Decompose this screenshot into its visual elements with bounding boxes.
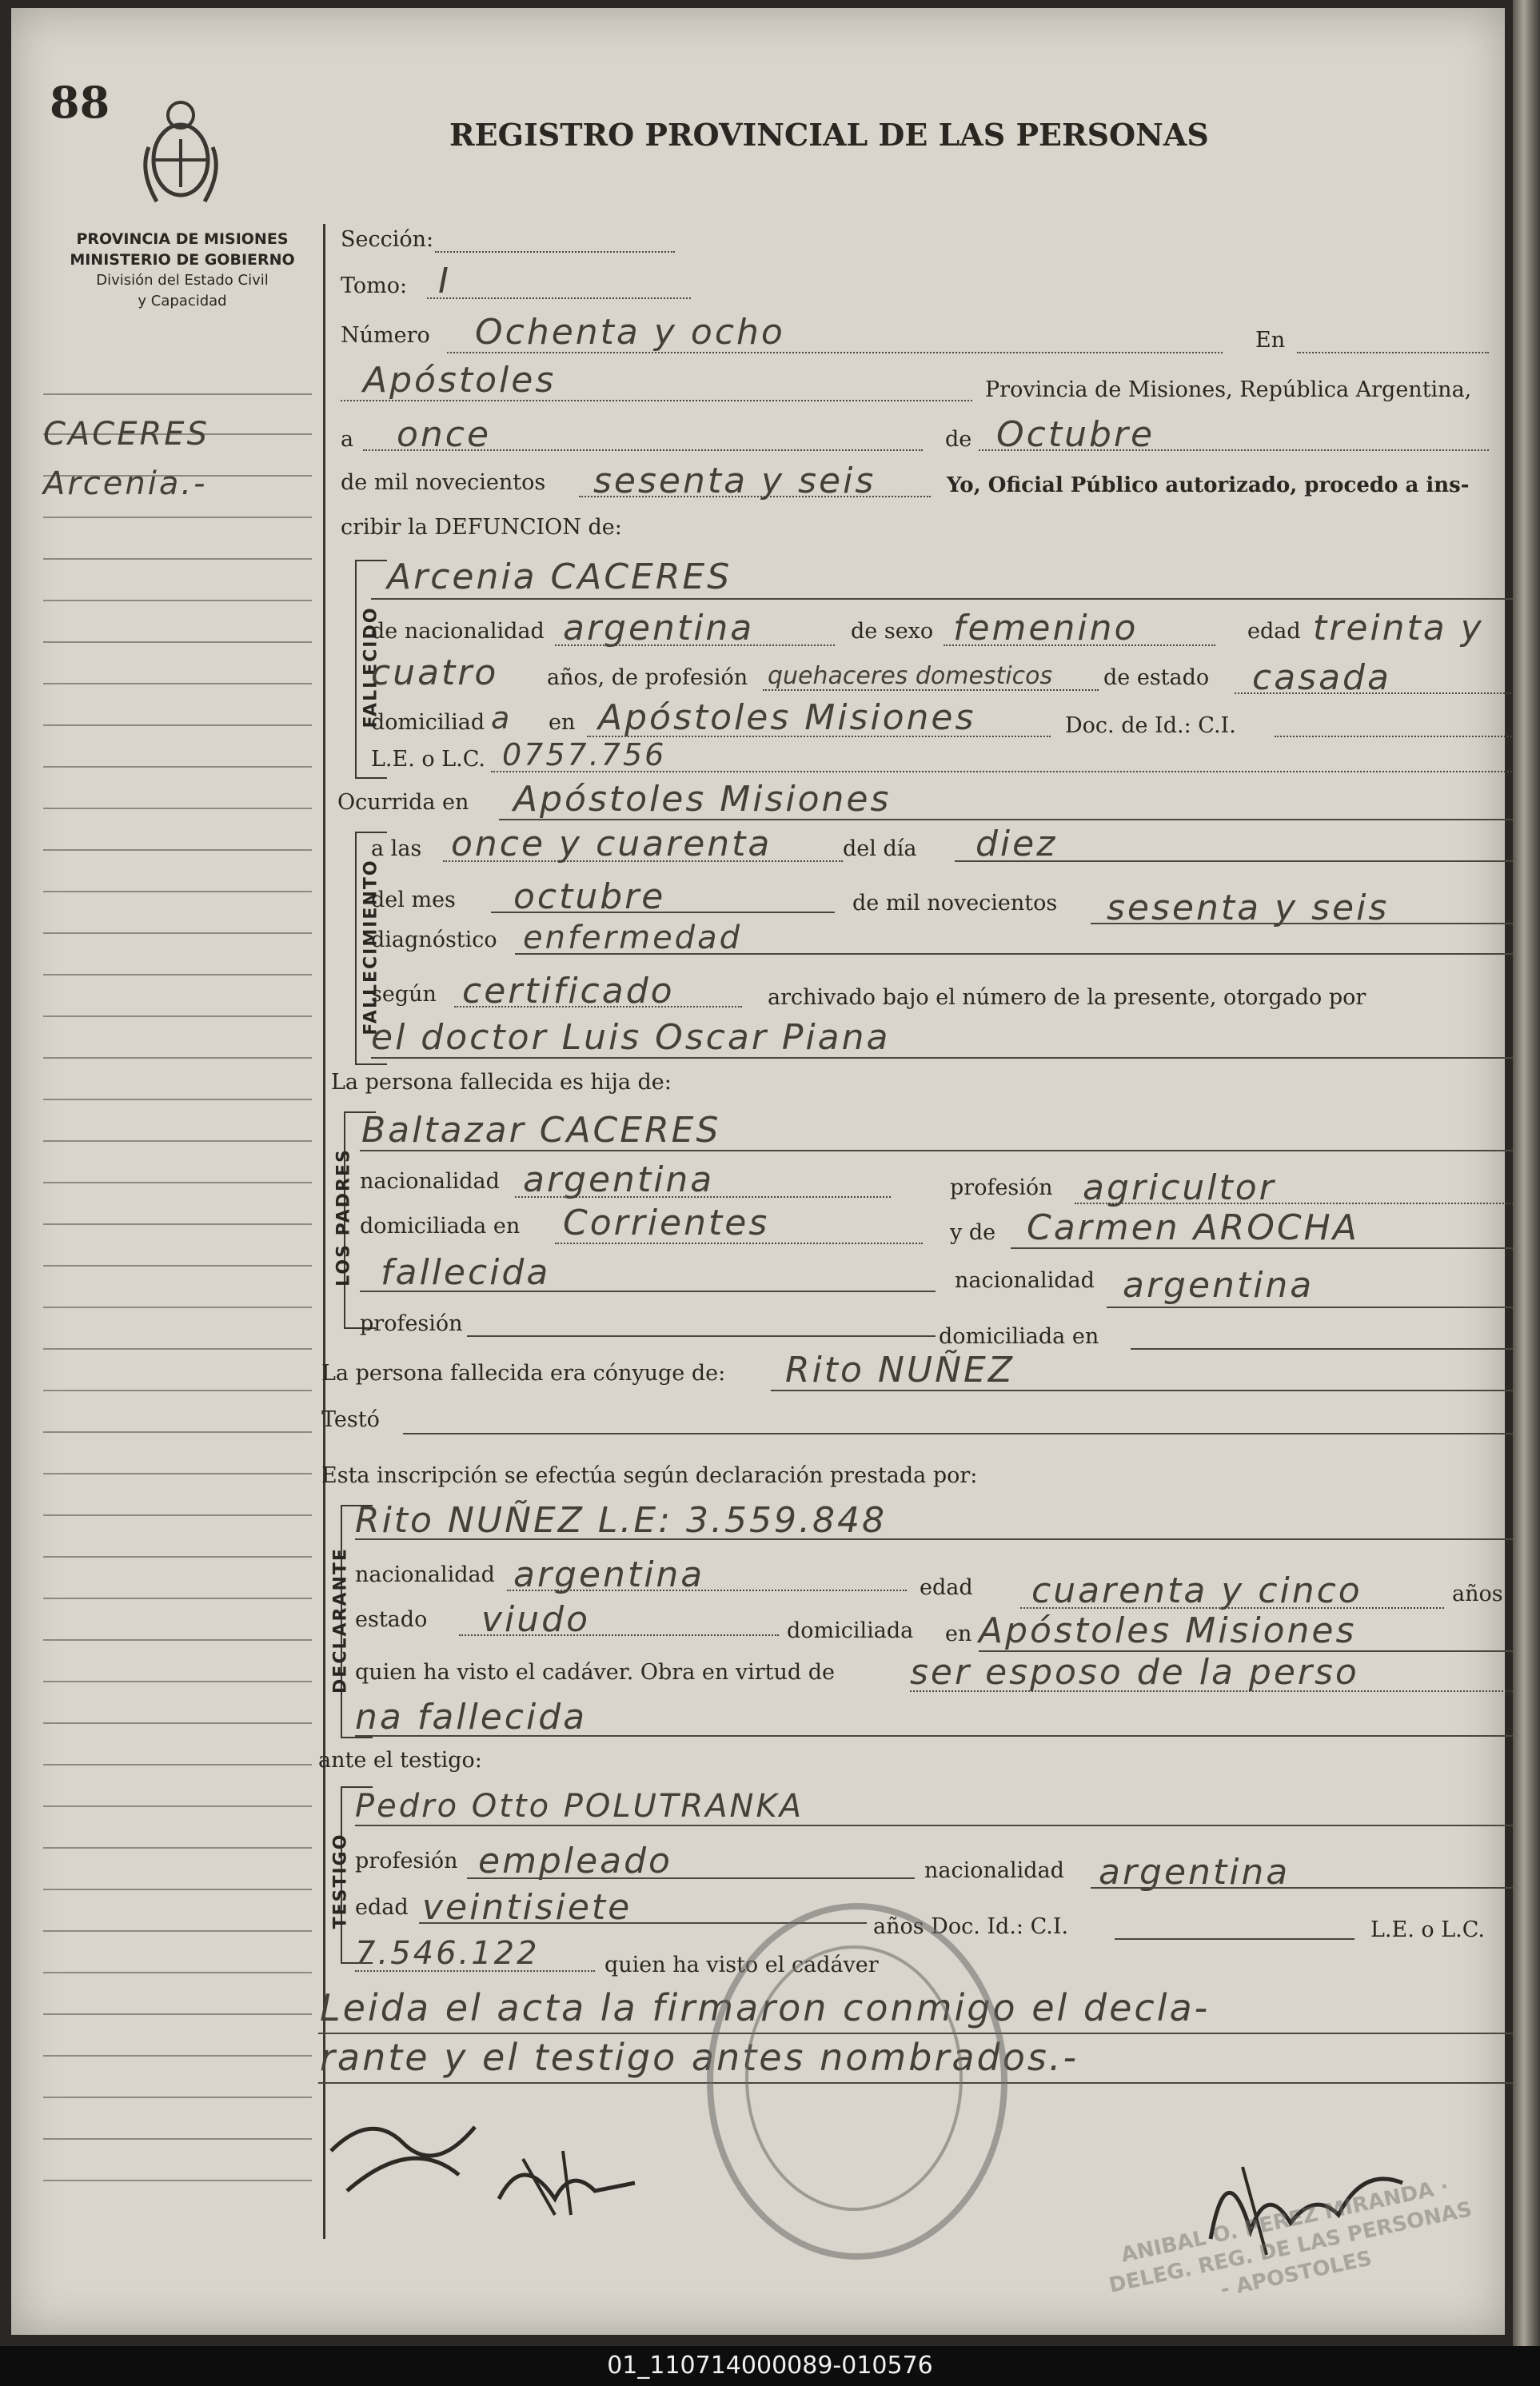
seccion-label: Sección: (341, 227, 434, 252)
fallecimiento-dia: diez (975, 824, 1058, 864)
declarante-section-label: DECLARANTE (330, 1547, 351, 1694)
document-page (11, 8, 1505, 2335)
mil-label: de mil novecientos (852, 891, 1058, 916)
numero-line (447, 352, 1223, 353)
ante-label: ante el testigo: (318, 1748, 482, 1773)
nacionalidad-label: nacionalidad (355, 1562, 495, 1587)
yde-label: y de (950, 1220, 996, 1245)
fallecido-bracket (355, 560, 357, 777)
fallecimiento-diagnostico: enfermedad (523, 920, 742, 956)
anio-line (579, 496, 931, 497)
de-label: de (945, 427, 972, 452)
fallecimiento-anio: sesenta y seis (1107, 888, 1390, 928)
registrar-stamp-text: ANIBAL O. PEREZ MIRANDA · DELEG. REG. DE LAS PERSONAS - APOSTOLES (1107, 2174, 1474, 2302)
cierre-linea-1: Leida el acta la firmaron conmigo el decla- (320, 1986, 1211, 2029)
declarante-nombre: Rito NUÑEZ L.E: 3.559.848 (355, 1500, 887, 1541)
mes-line (979, 449, 1489, 451)
lugar-line (341, 400, 972, 401)
inscribir-label: cribir la DEFUNCION de: (341, 515, 622, 540)
declarante-virtud-1: ser esposo de la perso (910, 1652, 1359, 1693)
issuer-line: División del Estado Civil (96, 272, 269, 289)
nacionalidad-label: nacionalidad (924, 1858, 1064, 1883)
padre-profesion: agricultor (1083, 1167, 1276, 1208)
hija-de-label: La persona fallecida es hija de: (331, 1070, 672, 1095)
declarante-estado: viudo (481, 1599, 590, 1640)
domiciliada-label: domiciliada (787, 1618, 914, 1643)
book-spine (1513, 0, 1540, 2359)
dia-label: del día (843, 836, 917, 861)
visto-label: quien ha visto el cadáver (604, 1953, 879, 1977)
fallecimiento-hora: once y cuarenta (451, 824, 772, 864)
mes-label: del mes (371, 888, 456, 912)
fallecido-estado: casada (1252, 657, 1391, 698)
padres-section-label: LOS PADRES (333, 1148, 354, 1287)
anios-doc-label: años Doc. Id.: C.I. (873, 1914, 1069, 1939)
margin-divider (323, 224, 325, 2239)
le-label: L.E. o L.C. (371, 747, 486, 772)
nacionalidad-label: nacionalidad (360, 1169, 500, 1194)
fallecido-le: 0757.756 (502, 737, 667, 772)
dia-line (363, 449, 923, 451)
cierre-linea-2: rante y el testigo antes nombrados.- (320, 2036, 1079, 2079)
ocurrida-value: Apóstoles Misiones (513, 779, 892, 820)
tomo-label: Tomo: (341, 273, 408, 298)
fallecimiento-section-label: FALLECIMIENTO (361, 859, 381, 1035)
testo-label: Testó (321, 1407, 380, 1432)
numero-label: Número (341, 323, 430, 348)
seccion-line (435, 251, 675, 253)
segun-label: según (371, 982, 437, 1007)
dia-value: once (397, 414, 492, 455)
fallecimiento-bracket (355, 832, 357, 1063)
declarante-nacionalidad: argentina (513, 1554, 705, 1595)
fallecido-nombre: Arcenia CACERES (387, 557, 732, 597)
numero-value: Ochenta y ocho (475, 312, 785, 353)
official-stamp-icon (707, 1903, 1007, 2260)
domiciliado-suffix: a (491, 700, 513, 736)
testigo-le: 7.546.122 (355, 1935, 540, 1972)
profesion-label: profesión (950, 1175, 1053, 1200)
declarant-signature-icon (315, 2079, 651, 2239)
conyuge-value: Rito NUÑEZ (785, 1350, 1015, 1391)
declarante-virtud-2: na fallecida (355, 1697, 588, 1738)
nacionalidad-label: de nacionalidad (371, 619, 545, 644)
padre-domicilio: Corrientes (563, 1203, 770, 1243)
tomo-value: I (438, 261, 451, 301)
testigo-profesion: empleado (478, 1841, 672, 1881)
sexo-label: de sexo (851, 619, 934, 644)
fallecido-edad-1: treinta y (1313, 608, 1484, 648)
provincia-label: Provincia de Misiones, República Argentina, (985, 377, 1472, 402)
issuer-line: MINISTERIO DE GOBIERNO (70, 251, 295, 269)
a-label: a (341, 427, 354, 452)
anio-value: sesenta y seis (593, 461, 876, 501)
domiciliado-label: domiciliad (371, 710, 485, 735)
issuer-line: PROVINCIA DE MISIONES (76, 230, 289, 248)
declarante-domicilio: Apóstoles Misiones (979, 1610, 1357, 1651)
madre-nombre: Carmen AROCHA (1027, 1207, 1359, 1248)
oficial-label: Yo, Oficial Público autorizado, procedo a ins- (947, 473, 1470, 497)
conyuge-label: La persona fallecida era cónyuge de: (321, 1361, 726, 1386)
anios-label: años (1452, 1582, 1503, 1606)
fallecido-sexo: femenino (953, 608, 1139, 648)
edad-label: edad (355, 1895, 409, 1920)
coat-of-arms-icon (133, 91, 229, 219)
padre-nombre: Baltazar CACERES (361, 1110, 721, 1151)
edad-label: edad (1247, 619, 1301, 644)
le-label: L.E. o L.C. (1370, 1917, 1486, 1942)
tomo-line (427, 297, 691, 299)
testigo-edad: veintisiete (422, 1887, 632, 1928)
fallecido-nacionalidad: argentina (563, 608, 755, 648)
fallecido-section-label: FALLECIDO (361, 606, 381, 728)
margin-given-name: Arcenia.- (43, 465, 208, 502)
declaracion-label: Esta inscripción se efectúa según declaración prestada por: (321, 1463, 978, 1488)
domiciliada-label: domiciliada en (360, 1214, 521, 1239)
ocurrida-label: Ocurrida en (337, 790, 469, 815)
testigo-nacionalidad: argentina (1099, 1852, 1291, 1893)
en-label: En (1255, 328, 1286, 353)
mes-value: Octubre (996, 414, 1155, 455)
declarante-edad: cuarenta y cinco (1031, 1570, 1362, 1611)
madre-nacionalidad-label: nacionalidad (955, 1268, 1095, 1293)
en-label: en (549, 710, 576, 735)
archivado-label: archivado bajo el número de la presente, otorgado por (768, 985, 1366, 1010)
madre-estado: fallecida (381, 1252, 551, 1293)
edad-label: edad (920, 1575, 973, 1600)
profesion-label: profesión (355, 1849, 458, 1873)
profesion-label: años, de profesión (547, 665, 748, 690)
madre-nacionalidad: argentina (1123, 1265, 1315, 1306)
page-title: REGISTRO PROVINCIAL DE LAS PERSONAS (449, 117, 1209, 153)
hora-label: a las (371, 836, 422, 861)
en-line (1297, 352, 1489, 353)
fallecimiento-doctor: el doctor Luis Oscar Piana (371, 1017, 891, 1058)
estado-label: de estado (1103, 665, 1210, 690)
estado-label: estado (355, 1607, 428, 1632)
issuer-block (38, 229, 326, 312)
margin-surname: CACERES (43, 416, 209, 453)
lugar-value: Apóstoles (363, 360, 557, 401)
page-number: 88 (50, 77, 110, 128)
file-id-bar: 01_110714000089-010576 (0, 2346, 1540, 2386)
testigo-nombre: Pedro Otto POLUTRANKA (355, 1788, 804, 1825)
testigo-section-label: TESTIGO (330, 1833, 351, 1929)
fallecido-edad-2: cuatro (371, 652, 499, 693)
padre-nacionalidad: argentina (523, 1159, 715, 1200)
fallecimiento-mes: octubre (513, 876, 666, 917)
madre-profesion-label: profesión (360, 1311, 463, 1336)
madre-domiciliada-label: domiciliada en (939, 1324, 1099, 1349)
mil-label: de mil novecientos (341, 470, 546, 495)
visto-label: quien ha visto el cadáver. Obra en virtud de (355, 1660, 836, 1685)
registrar-stamp (1099, 2159, 1498, 2327)
issuer-line: y Capacidad (138, 293, 227, 309)
en-label: en (945, 1622, 972, 1646)
fallecimiento-segun: certificado (462, 971, 675, 1011)
diagnostico-label: diagnóstico (371, 928, 497, 952)
fallecido-domicilio: Apóstoles Misiones (598, 697, 976, 738)
doc-label: Doc. de Id.: C.I. (1065, 713, 1236, 738)
fallecido-profesion: quehaceres domesticos (768, 662, 1053, 690)
